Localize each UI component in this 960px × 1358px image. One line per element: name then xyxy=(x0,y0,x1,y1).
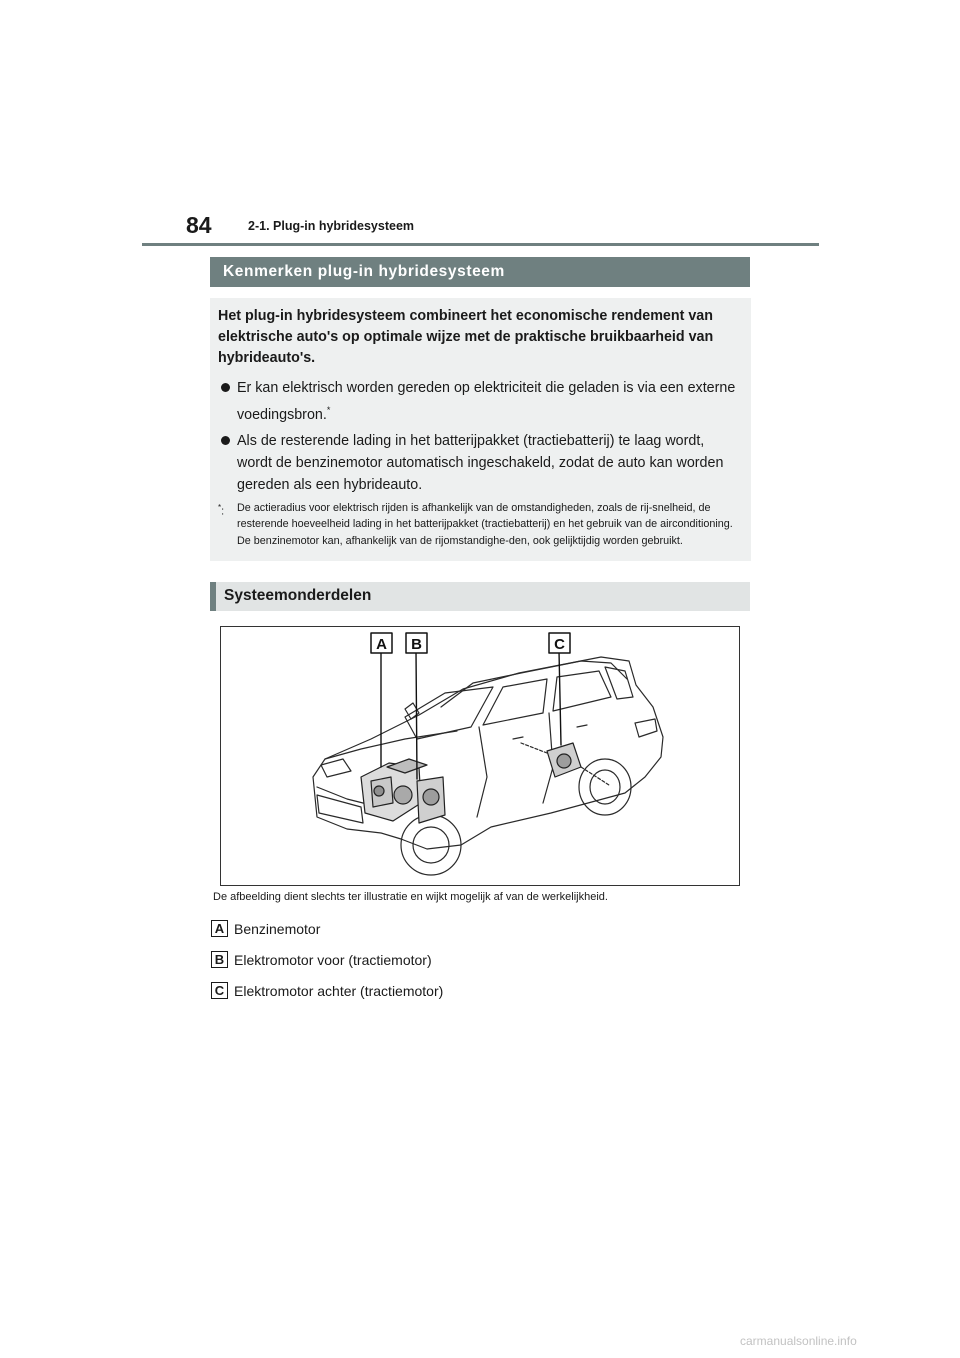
car-body-outline xyxy=(313,657,663,849)
door-handle xyxy=(577,725,587,727)
rear-axle xyxy=(521,743,547,753)
bullet-text: Er kan elektrisch worden gereden op elektriciteit die geladen is via een externe voedingsbron. xyxy=(237,380,736,423)
bullet-dot-icon xyxy=(221,383,230,392)
front-motor xyxy=(417,777,445,823)
legend-letter-a: A xyxy=(211,920,228,937)
leader-line-b xyxy=(416,651,417,779)
feature-bullets xyxy=(218,377,739,496)
grille xyxy=(317,795,363,823)
page-number: 84 xyxy=(186,212,212,238)
components-title: Systeemonderdelen xyxy=(224,587,372,604)
components-title-bar xyxy=(210,582,750,611)
legend-item-a xyxy=(211,920,320,937)
front-wheel-hub xyxy=(413,827,449,863)
legend-text-a: Benzinemotor xyxy=(234,920,321,937)
watermark: carmanualsonline.info xyxy=(740,1334,857,1348)
door-line xyxy=(477,727,487,817)
legend-text-c: Elektromotor achter (tractiemotor) xyxy=(234,982,444,999)
legend-text-b: Elektromotor voor (tractiemotor) xyxy=(234,951,432,968)
legend-letter-c: C xyxy=(211,982,228,999)
section-heading: 2-1. Plug-in hybridesysteem xyxy=(248,219,415,233)
footnote-mark: *: xyxy=(218,502,225,518)
rear-wheel xyxy=(579,759,631,815)
bullet-text: Als de resterende lading in het batterijpakket (tractiebatterij) te laag wordt, wordt de benzinemotor automatisch ingeschakeld, zodat de auto kan worden gereden als een hybrideauto. xyxy=(237,432,724,493)
footnote-text: De actieradius voor elektrisch rijden is afhankelijk van de omstandigheden, zoals de rij-snelheid, de resterende hoeveelheid lading in het batterijpakket (tractiebatterij) en het gebruik van de airconditioning. De benzinemotor kan, afhankelijk van de rijomstandighe-den, ook gelijktijdig worden gebruikt. xyxy=(237,501,733,547)
callout-label-a: A xyxy=(376,636,387,653)
legend-item-c xyxy=(211,982,443,999)
footnote xyxy=(218,500,739,550)
header-rule xyxy=(142,243,819,246)
bullet-item xyxy=(218,430,739,496)
feature-title: Kenmerken plug-in hybridesysteem xyxy=(223,263,505,280)
rear-light xyxy=(635,719,657,737)
feature-info-box xyxy=(210,298,751,561)
feature-title-bar xyxy=(210,257,750,287)
callout-label-c: C xyxy=(554,636,565,653)
intro-paragraph: Het plug-in hybridesysteem combineert het economische rendement van elektrische auto's op optimale wijze met de praktische bruikbaarheid van hybrideauto's. xyxy=(218,308,714,366)
side-window-rear xyxy=(553,671,611,711)
hood-line xyxy=(325,731,457,759)
front-wheel xyxy=(401,815,461,875)
car-illustration xyxy=(220,626,740,886)
callout-label-b: B xyxy=(411,636,422,653)
legend-item-b xyxy=(211,951,432,968)
bullet-item xyxy=(218,377,739,426)
side-window-front xyxy=(483,679,547,725)
legend-letter-b: B xyxy=(211,951,228,968)
door-handle xyxy=(513,737,523,739)
figure-caption: De afbeelding dient slechts ter illustratie en wijkt mogelijk af van de werkelijkheid. xyxy=(213,891,608,903)
footnote-ref: * xyxy=(326,405,331,415)
bullet-dot-icon xyxy=(221,436,230,445)
headlight xyxy=(321,759,351,777)
